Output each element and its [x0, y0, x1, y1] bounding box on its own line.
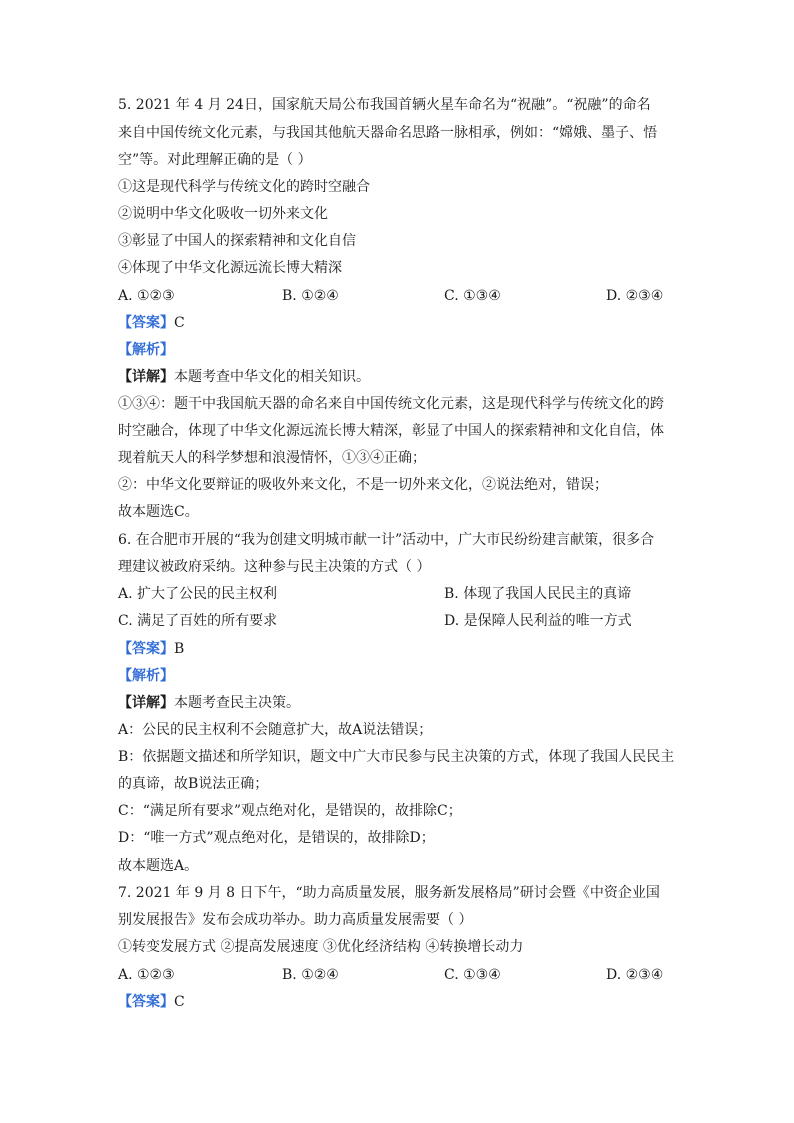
- q6-explanation-line: B：依据题文描述和所学知识，题文中广大市民参与民主决策的方式，体现了我国人民民主: [118, 749, 675, 765]
- detail-title: 本题考查民主决策。: [174, 695, 300, 711]
- q7-option-b: B. ①②④: [282, 967, 339, 983]
- q7-option-d: D. ②③④: [606, 967, 664, 983]
- answer-value: C: [174, 994, 185, 1010]
- q6-option-a: A. 扩大了公民的民主权利: [118, 586, 278, 602]
- q5-option-d: D. ②③④: [606, 288, 664, 304]
- answer-label: 【答案】: [118, 641, 174, 657]
- detail-label: 【详解】: [118, 369, 174, 385]
- q5-item: ②说明中华文化吸收一切外来文化: [118, 206, 328, 222]
- q5-explanation-line: 现着航天人的科学梦想和浪漫情怀，①③④正确；: [118, 450, 426, 466]
- detail-label: 【详解】: [118, 695, 174, 711]
- q7-stem-line: 7. 2021 年 9 月 8 日下午，“助力高质量发展，服务新发展格局”研讨会暨《中资企业国: [118, 885, 660, 901]
- q5-item: ③彰显了中国人的探索精神和文化自信: [118, 233, 356, 249]
- q6-analysis-label: 【解析】: [118, 668, 174, 684]
- q5-detail: [118, 368, 370, 386]
- q5-explanation-line: ②：中华文化要辩证的吸收外来文化，不是一切外来文化，②说法绝对，错误；: [118, 477, 608, 493]
- q7-stem-line: 别发展报告》发布会成功举办。助力高质量发展需要（ ）: [118, 912, 473, 928]
- q7-option-c: C. ①③④: [444, 967, 501, 983]
- answer-value: B: [174, 641, 185, 657]
- answer-label: 【答案】: [118, 315, 174, 331]
- q7-stem-line: ①转变发展方式 ②提高发展速度 ③优化经济结构 ④转换增长动力: [118, 939, 524, 955]
- answer-label: 【答案】: [118, 994, 174, 1010]
- q6-detail: [118, 694, 300, 712]
- q6-explanation-line: 故本题选A。: [118, 858, 199, 874]
- q6-option-d: D. 是保障人民利益的唯一方式: [444, 613, 632, 629]
- detail-title: 本题考查中华文化的相关知识。: [174, 369, 370, 385]
- q5-option-b: B. ①②④: [282, 288, 339, 304]
- q7-option-a: A. ①②③: [118, 967, 175, 983]
- q5-option-c: C. ①③④: [444, 288, 501, 304]
- q5-stem-line: 5. 2021 年 4 月 24日，国家航天局公布我国首辆火星车命名为“祝融”。“祝融”的命名: [118, 97, 651, 113]
- q5-analysis-label: 【解析】: [118, 342, 174, 358]
- q6-option-b: B. 体现了我国人民民主的真谛: [444, 586, 632, 602]
- q6-explanation-line: A：公民的民主权利不会随意扩大，故A说法错误；: [118, 722, 433, 738]
- q6-option-c: C. 满足了百姓的所有要求: [118, 613, 278, 629]
- q7-answer: [118, 993, 185, 1011]
- q6-explanation-line: D：“唯一方式”观点绝对化，是错误的，故排除D；: [118, 830, 435, 846]
- answer-value: C: [174, 315, 185, 331]
- q5-stem-line: 来自中国传统文化元素，与我国其他航天器命名思路一脉相承，例如：“嫦娥、墨子、悟: [118, 125, 658, 141]
- q5-answer: [118, 314, 185, 332]
- q5-stem-line: 空”等。对此理解正确的是（ ）: [118, 152, 312, 168]
- q6-stem-line: 6. 在合肥市开展的“我为创建文明城市献一计”活动中，广大市民纷纷建言献策，很多合: [118, 532, 655, 548]
- q5-explanation-line: ①③④：题干中我国航天器的命名来自中国传统文化元素，这是现代科学与传统文化的跨: [118, 396, 664, 412]
- q6-explanation-line: C：“满足所有要求”观点绝对化，是错误的，故排除C；: [118, 803, 462, 819]
- q5-explanation-line: 时空融合，体现了中华文化源远流长博大精深，彰显了中国人的探索精神和文化自信，体: [118, 423, 664, 439]
- q6-answer: [118, 640, 184, 658]
- q6-explanation-line: 的真谛，故B说法正确；: [118, 776, 269, 792]
- q6-stem-line: 理建议被政府采纳。这种参与民主决策的方式（ ）: [118, 559, 431, 575]
- q5-option-a: A. ①②③: [118, 288, 175, 304]
- q5-item: ①这是现代科学与传统文化的跨时空融合: [118, 179, 370, 195]
- q5-item: ④体现了中华文化源远流长博大精深: [118, 260, 342, 276]
- q5-explanation-line: 故本题选C。: [118, 504, 199, 520]
